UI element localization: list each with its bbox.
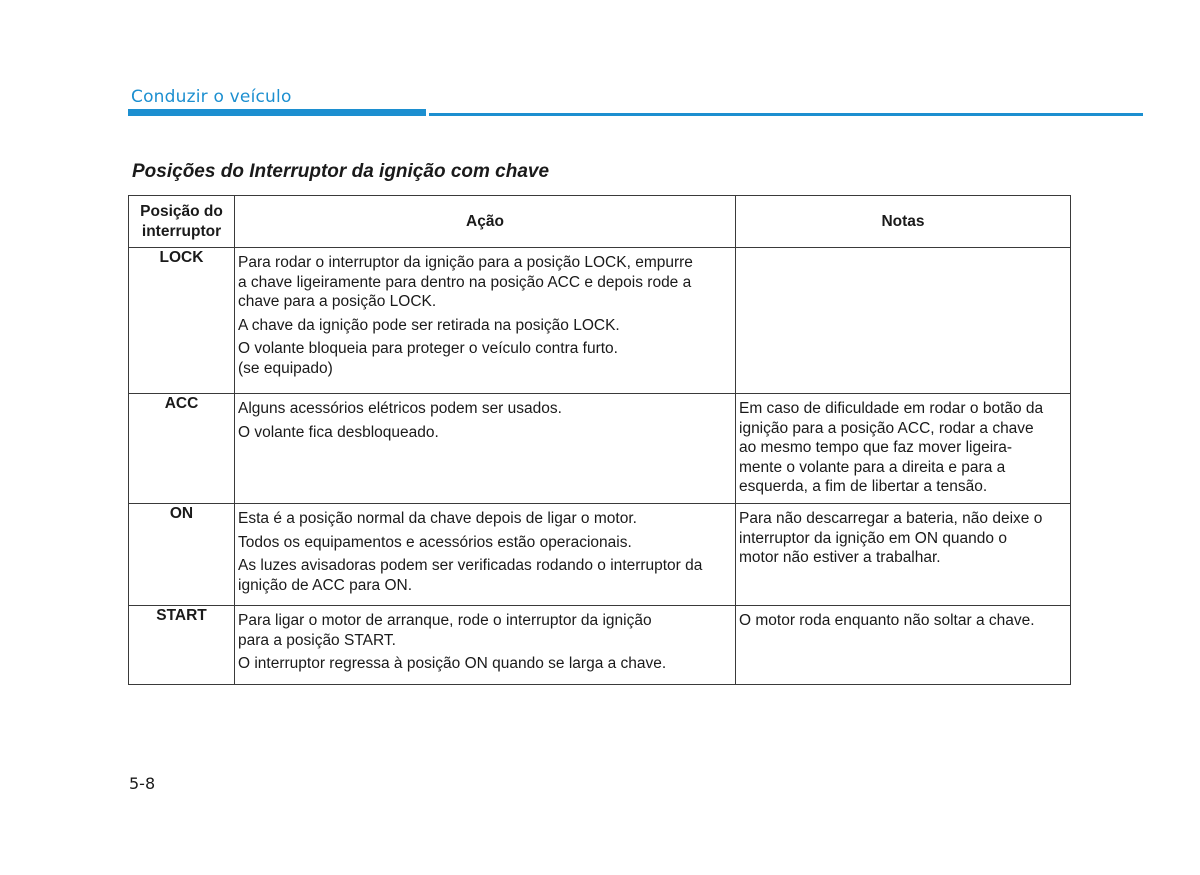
notes-text: Em caso de dificuldade em rodar o botão da ignição para a posição ACC, rodar a chave ao mesmo tempo que faz mover ligeira- mente o volante para a direita e para a esquerda, a fim de libertar a tensão. (739, 400, 1044, 495)
notes-cell (736, 606, 1071, 685)
action-cell (235, 248, 736, 394)
action-line: O interruptor regressa à posição ON quando se larga a chave. (238, 655, 667, 672)
page-heading: Posições do Interruptor da ignição com chave (132, 161, 550, 182)
header-rule-thin (429, 113, 1143, 116)
header-rule-thick (128, 109, 426, 116)
table-header-row (129, 196, 1071, 248)
notes-cell (736, 248, 1071, 394)
section-title: Conduzir o veículo (131, 87, 292, 107)
position-cell: LOCK (129, 248, 235, 394)
action-line: Todos os equipamentos e acessórios estão operacionais. (238, 533, 632, 551)
notes-cell (736, 394, 1071, 504)
action-line: Para rodar o interruptor da ignição para a posição LOCK, empurre a chave ligeiramente para dentro na posição ACC e depois rode a chave para a posição LOCK. (238, 254, 693, 310)
table-row-start (129, 606, 1071, 685)
action-cell (235, 606, 736, 685)
action-line: Esta é a posição normal da chave depois de ligar o motor. (238, 510, 637, 527)
table-row-lock (129, 248, 1071, 394)
column-header-position-label: Posição do interruptor (140, 203, 223, 240)
ignition-positions-table (128, 195, 1071, 685)
page-number: 5-8 (129, 774, 156, 793)
table-row-on (129, 504, 1071, 606)
action-line: Alguns acessórios elétricos podem ser usados. (238, 400, 562, 417)
column-header-position (129, 196, 235, 248)
action-line: A chave da ignição pode ser retirada na posição LOCK. (238, 316, 620, 334)
table-row-acc (129, 394, 1071, 504)
notes-text: Para não descarregar a bateria, não deixe o interruptor da ignição em ON quando o motor não estiver a trabalhar. (739, 510, 1043, 566)
action-line: As luzes avisadoras podem ser verificadas rodando o interruptor da ignição de ACC para ON. (238, 557, 703, 594)
action-line: O volante fica desbloqueado. (238, 423, 439, 441)
column-header-action: Ação (235, 196, 736, 248)
notes-cell (736, 504, 1071, 606)
action-line: O volante bloqueia para proteger o veículo contra furto. (se equipado) (238, 340, 618, 377)
column-header-notes: Notas (736, 196, 1071, 248)
action-line: Para ligar o motor de arranque, rode o interruptor da ignição para a posição START. (238, 612, 652, 649)
position-cell: ACC (129, 394, 235, 504)
notes-text: O motor roda enquanto não soltar a chave. (739, 612, 1035, 629)
action-cell (235, 504, 736, 606)
position-cell: START (129, 606, 235, 685)
action-cell (235, 394, 736, 504)
position-cell: ON (129, 504, 235, 606)
